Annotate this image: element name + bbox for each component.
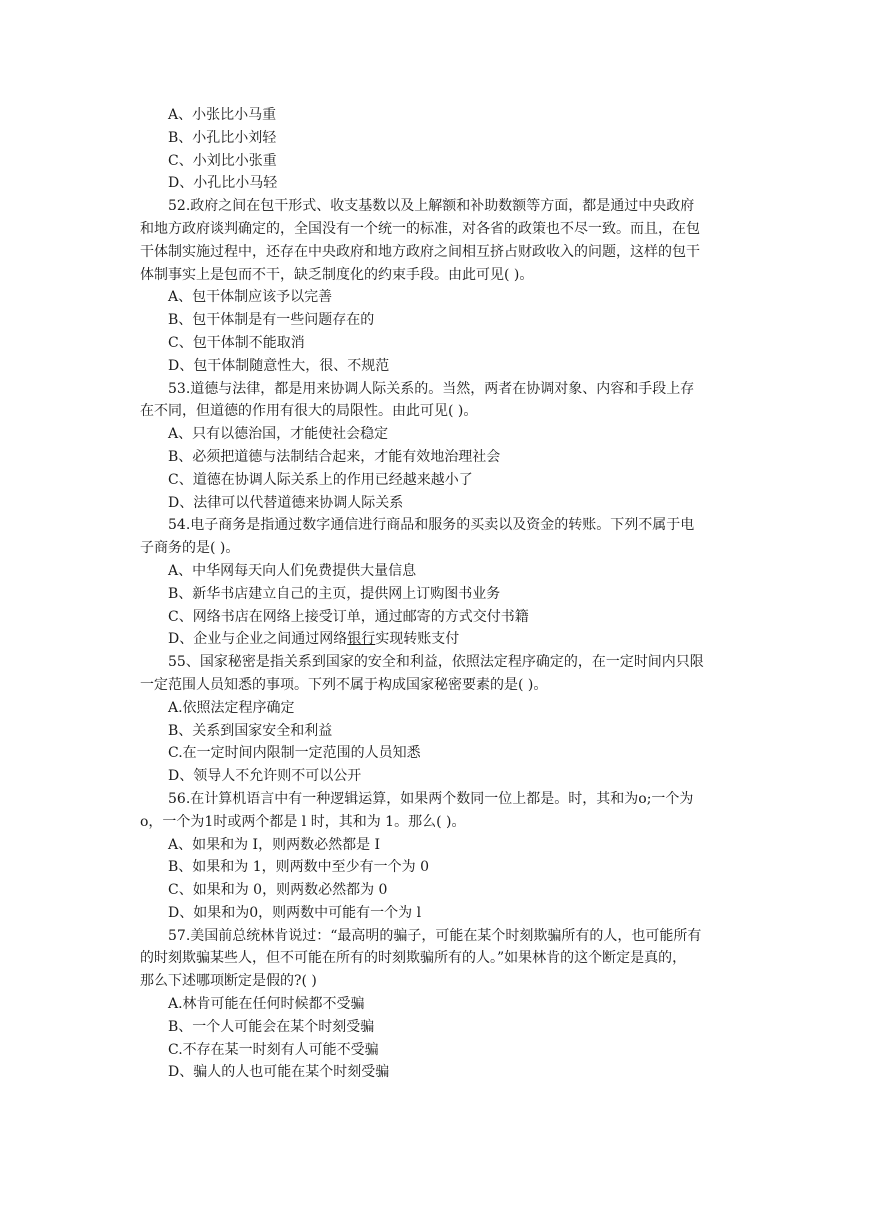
question-text: 和地方政府谈判确定的，全国没有一个统一的标准，对各省的政策也不尽一致。而且，在包 xyxy=(140,220,700,237)
option-b: B、关系到国家安全和利益 xyxy=(168,722,333,739)
question-text: 子商务的是( )。 xyxy=(140,540,240,557)
option-b: B、如果和为 1，则两数中至少有一个为 0 xyxy=(168,859,430,876)
option-c: C、网络书店在网络上接受订单，通过邮寄的方式交付书籍 xyxy=(168,608,529,625)
question-57 xyxy=(140,925,730,1085)
option-a: A、只有以德治国，才能使社会稳定 xyxy=(168,426,389,443)
option-c: C.不存在某一时刻有人可能不受骗 xyxy=(168,1041,379,1058)
question-text: 体制事实上是包而不干，缺乏制度化的约束手段。由此可见( )。 xyxy=(140,266,534,283)
question-54 xyxy=(140,514,730,651)
option-a: A、小张比小马重 xyxy=(168,107,277,123)
option-c: C、如果和为 0，则两数必然都为 0 xyxy=(168,882,388,899)
question-52 xyxy=(140,195,730,377)
option-d: D、法律可以代替道德来协调人际关系 xyxy=(168,494,404,511)
option-a: A、中华网每天向人们免费提供大量信息 xyxy=(168,562,417,579)
option-c: C.在一定时间内限制一定范围的人员知悉 xyxy=(168,745,421,762)
option-d: D、骗人的人也可能在某个时刻受骗 xyxy=(168,1064,390,1081)
option-b: B、必须把道德与法制结合起来，才能有效地治理社会 xyxy=(168,448,501,465)
question-text: 那么下述哪项断定是假的?( ) xyxy=(140,973,317,990)
option-a: A.林肯可能在任何时候都不受骗 xyxy=(168,996,365,1013)
question-text: 在不同，但道德的作用有很大的局限性。由此可见( )。 xyxy=(140,403,478,420)
option-c: C、道德在协调人际关系上的作用已经越来越小了 xyxy=(168,471,473,488)
question-text: 57.美国前总统林肯说过：“最高明的骗子，可能在某个时刻欺骗所有的人，也可能所有 xyxy=(168,927,702,944)
question-text: 干体制实施过程中，还存在中央政府和地方政府之间相互挤占财政收入的问题，这样的包干 xyxy=(140,243,700,260)
bank-link[interactable]: 银行 xyxy=(347,631,376,648)
option-d xyxy=(140,628,730,651)
question-text: 54.电子商务是指通过数字通信进行商品和服务的买卖以及资金的转账。下列不属于电 xyxy=(168,517,695,534)
question-text: 55、国家秘密是指关系到国家的安全和利益，依照法定程序确定的，在一定时间内只限 xyxy=(168,654,704,671)
option-b: B、小孔比小刘轻 xyxy=(168,129,277,146)
question-text: 的时刻欺骗某些人，但不可能在所有的时刻欺骗所有的人。”如果林肯的这个断定是真的， xyxy=(140,950,687,967)
question-text: 一定范围人员知悉的事项。下列不属于构成国家秘密要素的是( )。 xyxy=(140,676,548,693)
option-d: D、领导人不允许则不可以公开 xyxy=(168,768,362,785)
option-a: A、如果和为 I，则两数必然都是 I xyxy=(168,836,381,853)
question-55 xyxy=(140,651,730,788)
question-text: o，一个为1时或两个都是 l 时，其和为 1。那么( )。 xyxy=(140,813,466,830)
option-b: B、一个人可能会在某个时刻受骗 xyxy=(168,1018,375,1035)
question-53 xyxy=(140,378,730,515)
option-c: C、包干体制不能取消 xyxy=(168,334,305,351)
option-b: B、包干体制是有一些问题存在的 xyxy=(168,312,375,329)
option-text: 实现转账支付 xyxy=(375,631,460,648)
option-b: B、新华书店建立自己的主页，提供网上订购图书业务 xyxy=(168,585,501,602)
option-c: C、小刘比小张重 xyxy=(168,152,277,169)
option-d: D、包干体制随意性大，很、不规范 xyxy=(168,357,390,374)
option-a: A.依照法定程序确定 xyxy=(168,699,295,716)
question-text: 56.在计算机语言中有一种逻辑运算，如果两个数同一位上都是。时，其和为o;一个为 xyxy=(168,790,694,807)
question-51-options xyxy=(140,104,730,195)
option-a: A、包干体制应该予以完善 xyxy=(168,289,333,306)
question-text: 53.道德与法律，都是用来协调人际关系的。当然，两者在协调对象、内容和手段上存 xyxy=(168,380,695,397)
option-d: D、如果和为0，则两数中可能有一个为 l xyxy=(168,904,422,921)
option-d: D、小孔比小马轻 xyxy=(168,175,278,192)
question-text: 52.政府之间在包干形式、收支基数以及上解额和补助数额等方面，都是通过中央政府 xyxy=(168,198,695,215)
option-text: D、企业与企业之间通过网络 xyxy=(168,631,348,648)
question-56 xyxy=(140,788,730,925)
question-list xyxy=(140,104,730,1084)
